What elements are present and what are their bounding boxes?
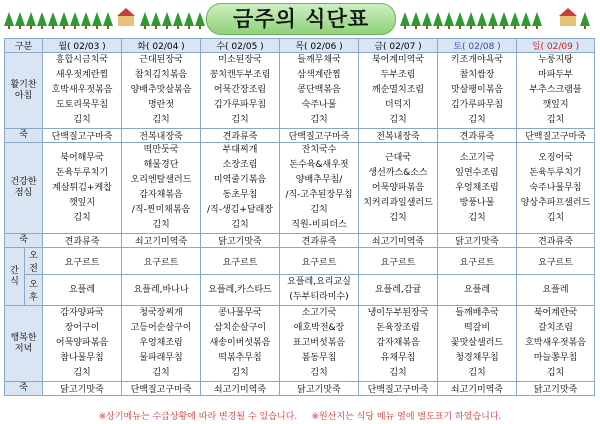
snack-am-cell: 요구르트 xyxy=(201,248,280,275)
menu-item: 김치 xyxy=(152,115,170,125)
menu-item: 요플레 xyxy=(542,284,569,295)
lunch-cell xyxy=(43,143,122,234)
menu-item: 떡만둣국 xyxy=(143,145,179,155)
menu-item: 감자양파국 xyxy=(60,308,104,318)
juk-cell: 단백질고구마죽 xyxy=(517,129,595,143)
day-header: 금( 02/07 ) xyxy=(359,39,438,53)
menu-item: 봄동무침 xyxy=(301,353,337,363)
menu-item: 돈육두루치기 xyxy=(529,167,582,178)
menu-item: 김치 xyxy=(231,220,249,230)
menu-item: 양배추무침/ xyxy=(295,175,343,185)
menu-item: /직-생김+달래장 xyxy=(207,205,274,215)
menu-item: 김가루파무침 xyxy=(213,100,267,110)
snack-am-cell: 요구르트 xyxy=(359,248,438,275)
menu-item: 냉이두부된장국 xyxy=(367,308,429,318)
header-row xyxy=(5,39,595,53)
menu-item: 치커리과일샐러드 xyxy=(363,197,433,208)
day-header: 수( 02/05 ) xyxy=(201,39,280,53)
lunch-row xyxy=(5,143,595,234)
menu-item: 김치 xyxy=(468,212,486,223)
day-header: 화( 02/04 ) xyxy=(122,39,201,53)
menu-item: 참치쌈장 xyxy=(459,70,495,80)
breakfast-row xyxy=(5,53,595,129)
juk-label: 죽 xyxy=(5,234,43,248)
lunch-cell xyxy=(280,143,359,234)
menu-item: 김치 xyxy=(73,212,91,223)
menu-item: 소고기국 xyxy=(301,308,337,318)
juk-cell: 쇠고기미역죽 xyxy=(201,382,280,396)
house-icon xyxy=(118,8,134,26)
juk-cell: 견과류죽 xyxy=(201,129,280,143)
menu-item: 근대국 xyxy=(384,152,412,163)
dinner-cell xyxy=(122,306,201,382)
lunch-cell xyxy=(438,143,517,234)
menu-item: 직원-비피더스 xyxy=(291,220,347,230)
snack-am-cell: 요구르트 xyxy=(43,248,122,275)
menu-item: 김치 xyxy=(152,368,170,378)
dinner-cell xyxy=(438,306,517,382)
menu-item: 표고버섯볶음 xyxy=(292,338,346,348)
breakfast-cell xyxy=(280,53,359,129)
menu-item: 소고기국 xyxy=(459,152,495,163)
menu-item: 유채무침 xyxy=(380,353,416,363)
snack-am-cell: 요구르트 xyxy=(438,248,517,275)
menu-item: 깻잎지 xyxy=(68,197,96,208)
menu-item: 부추스크램블 xyxy=(529,85,582,95)
menu-item: 요플레 xyxy=(68,284,96,295)
menu-item: 근대된장국 xyxy=(139,55,183,65)
menu-item: 깨순멸치조림 xyxy=(371,85,425,95)
menu-item: 김치 xyxy=(231,115,249,125)
dinner-label: 행복한 저녁 xyxy=(5,306,43,382)
dinner-cell xyxy=(359,306,438,382)
menu-item: 들깨무채국 xyxy=(297,55,341,65)
house-icon-right xyxy=(560,8,576,26)
juk-cell: 단백질고구마죽 xyxy=(280,129,359,143)
menu-item: 요플레,카스타드 xyxy=(208,284,272,295)
menu-item: 김치 xyxy=(468,115,486,125)
menu-item: 마파두부 xyxy=(538,70,573,80)
menu-item: 김가루파무침 xyxy=(450,100,504,110)
menu-item: 북어계란국 xyxy=(533,308,578,318)
menu-item: 꽁치캔두부조림 xyxy=(209,70,271,80)
menu-item: 들깨배추국 xyxy=(455,308,499,318)
juk-cell: 닭고기맛죽 xyxy=(280,382,359,396)
menu-item: 삼색계란찜 xyxy=(297,70,341,80)
juk-cell: 닭고기맛죽 xyxy=(201,234,280,248)
snack-am-row xyxy=(5,248,595,275)
menu-item: 김치 xyxy=(389,212,407,223)
juk-cell: 단백질고구마죽 xyxy=(359,382,438,396)
menu-item: 김치 xyxy=(546,212,565,223)
dinner-row xyxy=(5,306,595,382)
menu-item: 오리엔탈샐러드 xyxy=(130,175,192,185)
breakfast-label: 활기찬 아침 xyxy=(5,53,43,129)
menu-item: 떡갈비 xyxy=(463,323,491,333)
menu-item: 김치 xyxy=(546,368,565,378)
menu-item: 물파래무침 xyxy=(139,353,183,363)
snack-am-cell: 요구르트 xyxy=(122,248,201,275)
menu-item: 생선까스&소스 xyxy=(368,167,428,178)
menu-item: 요플레 xyxy=(463,284,491,295)
menu-item: 고등어순살구이 xyxy=(130,323,192,333)
juk-cell: 쇠고기미역죽 xyxy=(359,234,438,248)
breakfast-cell xyxy=(122,53,201,129)
menu-item: 도토리묵무침 xyxy=(55,100,109,110)
lunch-cell xyxy=(359,143,438,234)
menu-item: 북어계미역국 xyxy=(371,55,425,65)
menu-item: 숙주나물무침 xyxy=(529,182,582,193)
menu-item: 돈육두루치기 xyxy=(55,167,109,178)
tree-decoration-right-2 xyxy=(580,12,590,26)
snack-pm-cell xyxy=(280,275,359,306)
juk-label: 죽 xyxy=(5,382,43,396)
lunch-cell xyxy=(517,143,595,234)
menu-item: 요플레,바나나 xyxy=(133,284,189,295)
lunch-label: 건강한 점심 xyxy=(5,143,43,234)
menu-item: 김치 xyxy=(152,220,170,230)
menu-item: 돈육장조림 xyxy=(376,323,420,333)
note-right: ※원산지는 식당 메뉴 옆에 별도표기 하였습니다. xyxy=(311,412,502,422)
menu-item: 마늘쫑무침 xyxy=(533,353,578,363)
menu-item: 갈치조림 xyxy=(538,323,573,333)
juk-row-1 xyxy=(5,129,595,143)
menu-item: 장어구이 xyxy=(64,323,100,333)
snack-pm-cell xyxy=(201,275,280,306)
menu-item: 애호박전&장 xyxy=(293,323,345,333)
breakfast-cell xyxy=(517,53,595,129)
juk-cell: 견과류죽 xyxy=(280,234,359,248)
juk-cell: 전복내장죽 xyxy=(359,129,438,143)
menu-item: 어묵양파볶음 xyxy=(371,182,425,193)
menu-item: 콩나물무국 xyxy=(218,308,262,318)
menu-item: 계살튀김+케찹 xyxy=(52,182,112,193)
menu-item: /직-찐미채볶음 xyxy=(131,205,191,215)
snack-pm-cell xyxy=(359,275,438,306)
menu-item: 잎연수조림 xyxy=(455,167,499,178)
menu-item: 누룽지탕 xyxy=(538,55,573,65)
dinner-cell xyxy=(201,306,280,382)
menu-item: 양배추맛살볶음 xyxy=(130,85,192,95)
snack-am-cell: 요구르트 xyxy=(517,248,595,275)
snack-pm-cell xyxy=(438,275,517,306)
menu-item: 동초무침 xyxy=(222,190,258,200)
dinner-cell xyxy=(43,306,122,382)
dinner-cell xyxy=(517,306,595,382)
menu-item: 해물경단 xyxy=(143,160,179,170)
menu-item: 김치 xyxy=(73,368,91,378)
menu-item: 방풍나물 xyxy=(459,197,495,208)
menu-item: 흥합시금치국 xyxy=(55,55,109,65)
snack-pm-cell xyxy=(43,275,122,306)
menu-item: 부대찌개 xyxy=(222,145,258,155)
menu-item: 잔치국수 xyxy=(301,145,337,155)
menu-item: /직-고추된장무침 xyxy=(285,190,353,200)
day-header: 월( 02/03 ) xyxy=(43,39,122,53)
menu-item: 떡볶추무침 xyxy=(218,353,262,363)
dinner-cell xyxy=(280,306,359,382)
snack-pm-cell xyxy=(122,275,201,306)
menu-item: 양상추파프샐러드 xyxy=(520,197,591,208)
menu-item: 참나물무침 xyxy=(60,353,104,363)
breakfast-cell xyxy=(359,53,438,129)
day-header: 목( 02/06 ) xyxy=(280,39,359,53)
footer-notes xyxy=(0,409,600,422)
menu-item: 김치 xyxy=(310,115,328,125)
menu-item: 요플레,감귤 xyxy=(374,284,422,295)
page-header xyxy=(0,0,600,38)
menu-item: 삼치순살구이 xyxy=(213,323,267,333)
menu-item: 더덕지 xyxy=(384,100,412,110)
menu-item: 키조개야욕국 xyxy=(450,55,504,65)
corner-label: 구분 xyxy=(5,39,43,53)
juk-cell: 전복내장죽 xyxy=(122,129,201,143)
menu-item: 꽃맛살샐러드 xyxy=(450,338,504,348)
note-left: ※상기메뉴는 수급상황에 따라 변경될 수 있습니다. xyxy=(98,412,298,422)
menu-item: 소장조림 xyxy=(222,160,258,170)
menu-item: 북어해무국 xyxy=(60,152,104,163)
menu-item: 새우젓계란찜 xyxy=(55,70,109,80)
snack-pm-label: 오 후 xyxy=(25,275,43,306)
menu-item: 김치 xyxy=(389,368,407,378)
juk-cell: 견과류죽 xyxy=(438,129,517,143)
menu-item: 오징어국 xyxy=(538,152,573,163)
breakfast-cell xyxy=(201,53,280,129)
menu-item: 호박새우젓볶음 xyxy=(51,85,113,95)
menu-item: 두부조림 xyxy=(380,70,416,80)
menu-table xyxy=(4,38,595,396)
juk-cell: 견과류죽 xyxy=(517,234,595,248)
menu-item: 청국장찌개 xyxy=(139,308,183,318)
snack-label: 간 식 xyxy=(5,248,25,306)
menu-item: (두부티라미수) xyxy=(289,292,349,302)
juk-cell: 닭고기맛죽 xyxy=(43,382,122,396)
juk-cell: 닭고기맛죽 xyxy=(438,234,517,248)
snack-pm-row xyxy=(5,275,595,306)
juk-label: 죽 xyxy=(5,129,43,143)
menu-item: 참치김치볶음 xyxy=(134,70,188,80)
juk-cell: 단백질고구마죽 xyxy=(122,382,201,396)
tree-decoration-right xyxy=(400,12,542,26)
juk-row-3 xyxy=(5,382,595,396)
breakfast-cell xyxy=(43,53,122,129)
menu-item: 새송이버섯볶음 xyxy=(209,338,271,348)
menu-item: 숙주나물 xyxy=(301,100,337,110)
menu-item: 호박새우젓볶음 xyxy=(525,338,586,348)
menu-item: 맛살팽이볶음 xyxy=(450,85,504,95)
page-title: 금주의 식단표 xyxy=(206,3,396,35)
menu-item: 요플레,요리교실 xyxy=(287,277,351,287)
juk-cell: 단백질고구마죽 xyxy=(43,129,122,143)
juk-cell: 닭고기맛죽 xyxy=(517,382,595,396)
juk-cell: 쇠고기미역죽 xyxy=(122,234,201,248)
tree-decoration-left-2 xyxy=(140,12,205,26)
snack-pm-cell xyxy=(517,275,595,306)
menu-item: 김치 xyxy=(231,368,249,378)
menu-item: 김치 xyxy=(310,368,328,378)
menu-item: 김치 xyxy=(546,115,565,125)
snack-am-cell: 요구르트 xyxy=(280,248,359,275)
menu-item: 감자채볶음 xyxy=(376,338,420,348)
menu-item: 미소된장국 xyxy=(218,55,262,65)
menu-item: 돈수육&새우젓 xyxy=(289,160,349,170)
menu-item: 감자채볶음 xyxy=(139,190,183,200)
menu-item: 미역줄기볶음 xyxy=(213,175,267,185)
menu-item: 청경채무침 xyxy=(455,353,499,363)
lunch-cell xyxy=(122,143,201,234)
menu-item: 우엉채조림 xyxy=(455,182,499,193)
juk-cell: 쇠고기미역죽 xyxy=(438,382,517,396)
breakfast-cell xyxy=(438,53,517,129)
menu-item: 콩단백볶음 xyxy=(297,85,341,95)
menu-item: 우엉채조림 xyxy=(139,338,183,348)
menu-item: 김치 xyxy=(310,205,328,215)
juk-row-2 xyxy=(5,234,595,248)
menu-item: 김치 xyxy=(468,368,486,378)
snack-am-label: 오 전 xyxy=(25,248,43,275)
lunch-cell xyxy=(201,143,280,234)
menu-item: 김치 xyxy=(389,115,407,125)
menu-item: 명란젓 xyxy=(147,100,175,110)
day-header-saturday: 토( 02/08 ) xyxy=(438,39,517,53)
menu-item: 김치 xyxy=(73,115,91,125)
day-header-sunday: 일( 02/09 ) xyxy=(517,39,595,53)
menu-item: 깻잎지 xyxy=(542,100,569,110)
tree-decoration-left xyxy=(4,12,113,26)
menu-item: 어묵간장조림 xyxy=(213,85,267,95)
menu-item: 어묵양파볶음 xyxy=(55,338,109,348)
juk-cell: 견과류죽 xyxy=(43,234,122,248)
